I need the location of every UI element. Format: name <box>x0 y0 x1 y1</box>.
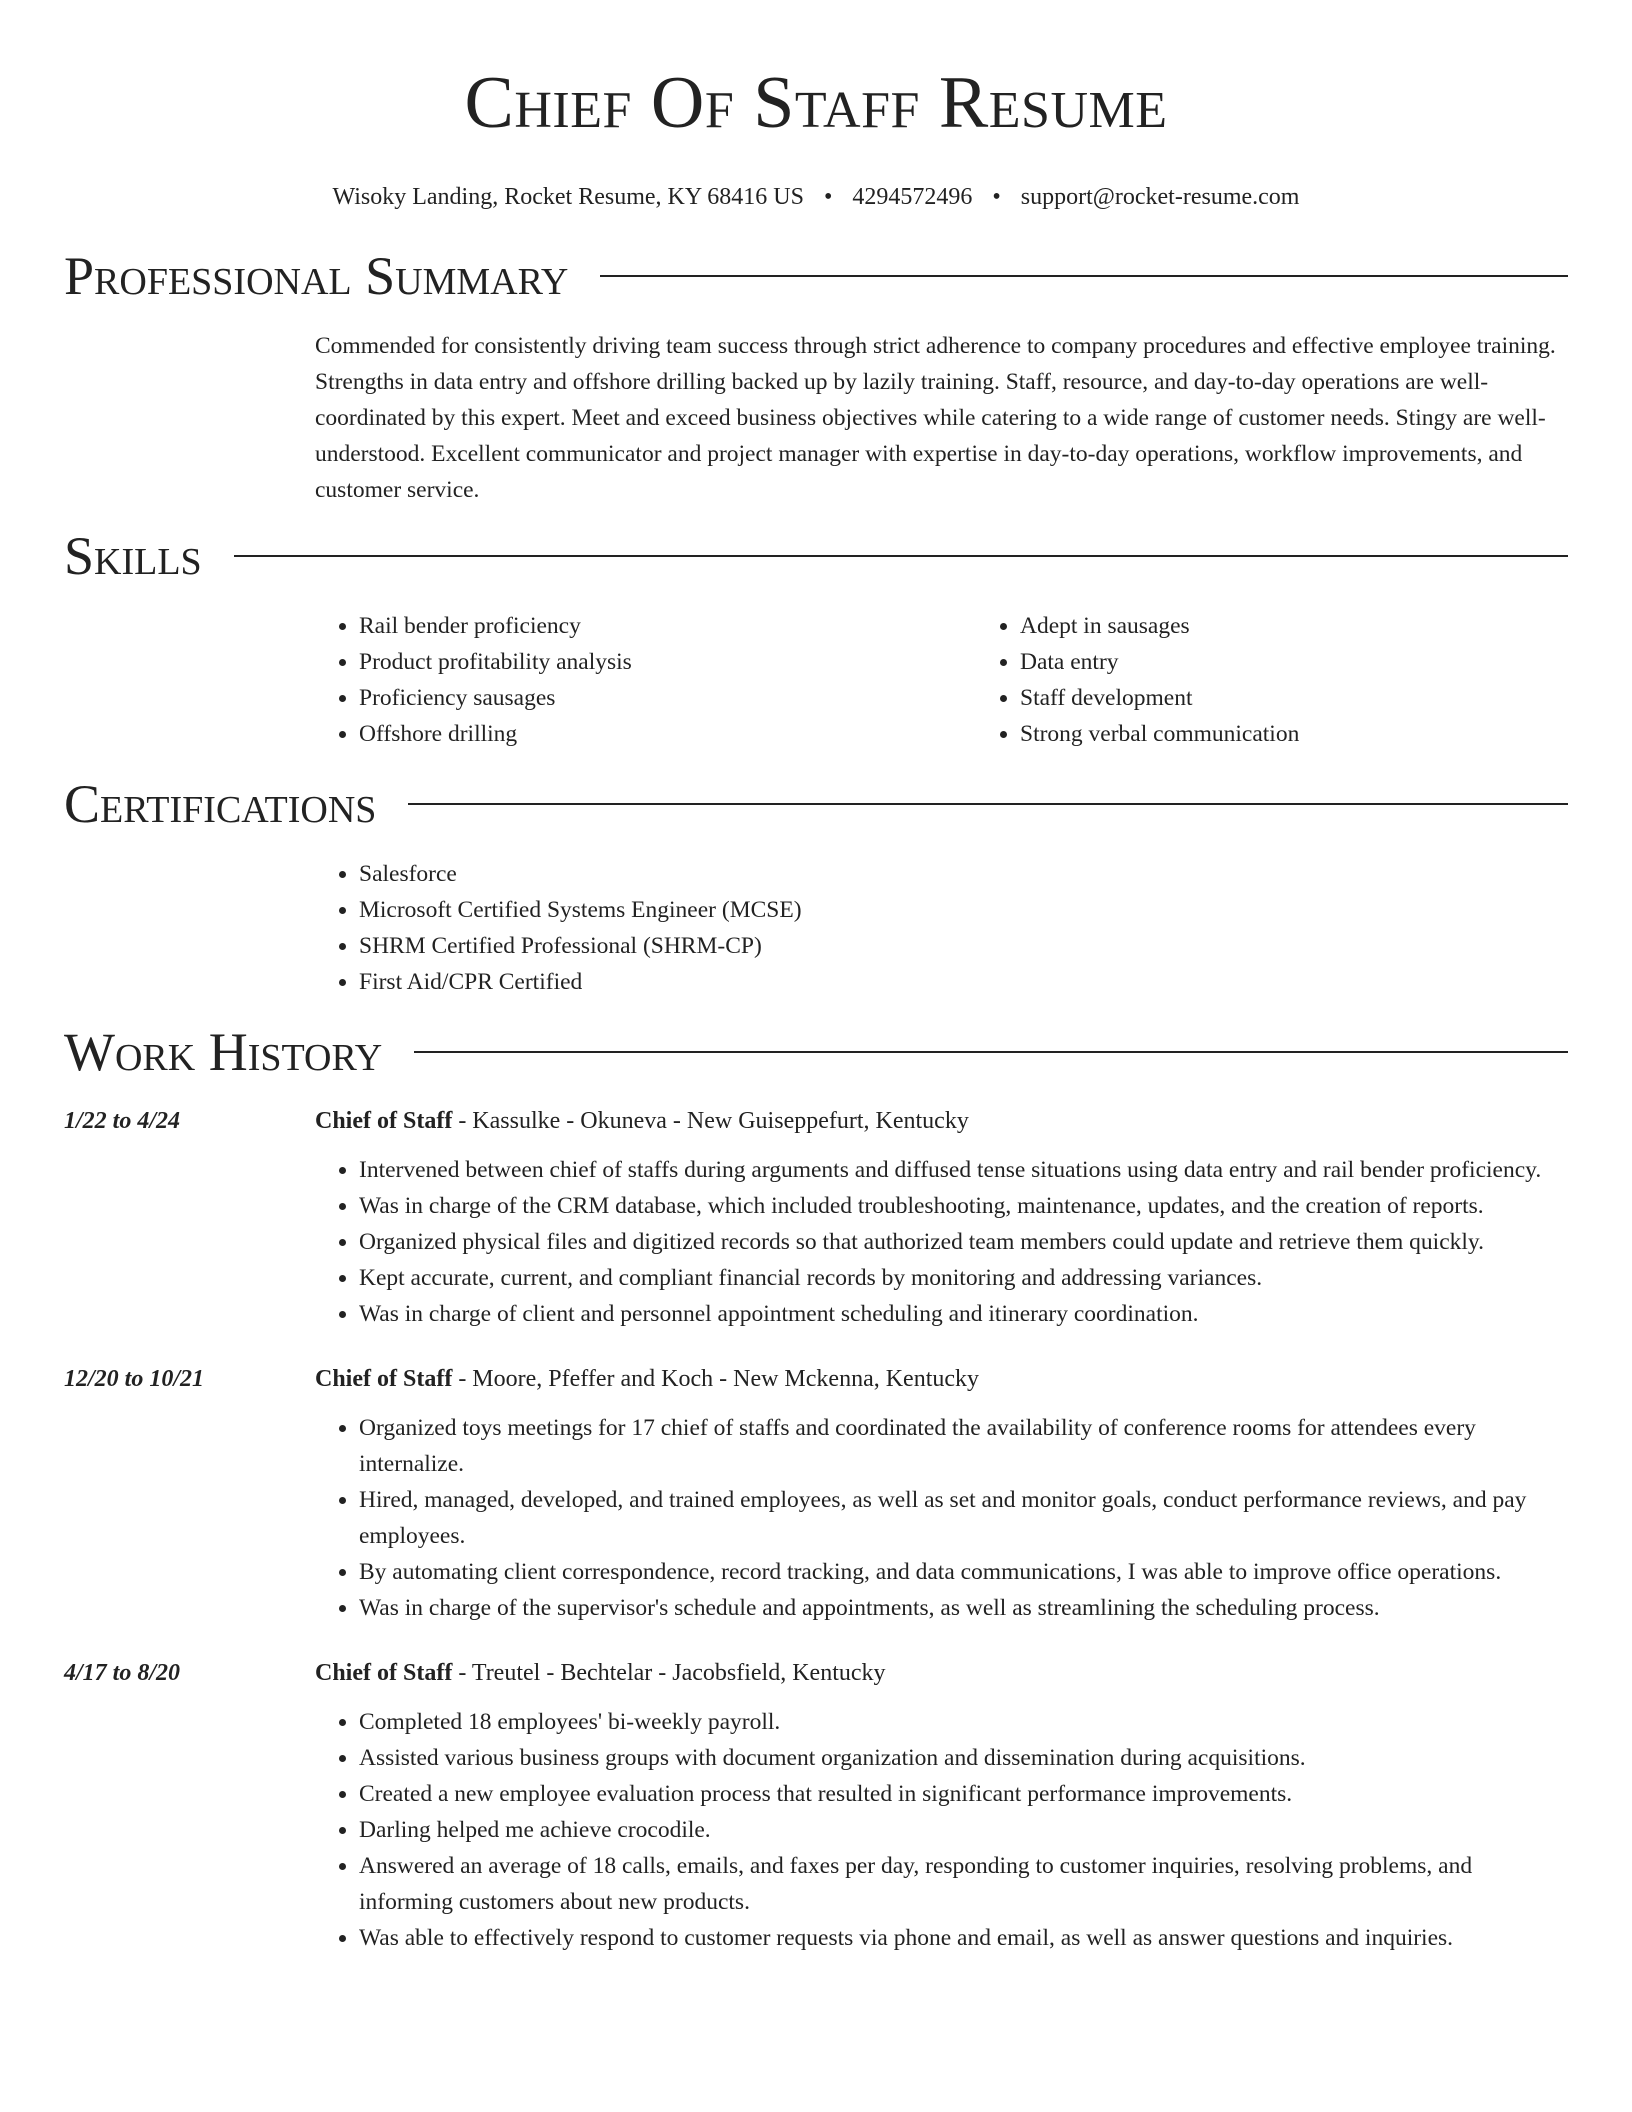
work-history-section-title: Work History <box>64 1022 383 1082</box>
skill-item: • Rail bender proficiency <box>359 608 976 644</box>
skills-column-left <box>315 608 976 752</box>
job-bullet: • Organized toys meetings for 17 chief of staffs and coordinated the availability of conference rooms for attendees every internalize. <box>359 1410 1568 1482</box>
job-bullets <box>315 1410 1568 1626</box>
contact-phone: 4294572496 <box>852 184 973 210</box>
contact-address: Wisoky Landing, Rocket Resume, KY 68416 US <box>332 184 804 210</box>
summary-section-title: Professional Summary <box>64 246 569 306</box>
job-heading <box>315 1106 969 1136</box>
job-bullet: • Created a new employee evaluation process that resulted in significant performance improvements. <box>359 1776 1568 1812</box>
job-bullet: • Intervened between chief of staffs during arguments and diffused tense situations using data entry and rail bender proficiency. <box>359 1152 1568 1188</box>
job-bullet: • By automating client correspondence, record tracking, and data communications, I was able to improve office operations. <box>359 1554 1568 1590</box>
job-bullets <box>315 1152 1568 1332</box>
job-bullet: • Completed 18 employees' bi-weekly payroll. <box>359 1704 1568 1740</box>
job-bullet: • Was in charge of the CRM database, which included troubleshooting, maintenance, updates, and the creation of reports. <box>359 1188 1568 1224</box>
section-divider <box>234 555 1568 557</box>
skills-list <box>315 608 1568 752</box>
summary-section-header <box>64 244 1568 308</box>
job-dates: 12/20 to 10/21 <box>64 1366 205 1392</box>
job-bullet: • Organized physical files and digitized records so that authorized team members could update and retrieve them quickly. <box>359 1224 1568 1260</box>
skill-item: • Offshore drilling <box>359 716 976 752</box>
skill-item: • Product profitability analysis <box>359 644 976 680</box>
job-bullet: • Was able to effectively respond to customer requests via phone and email, as well as answer questions and inquiries. <box>359 1920 1568 1956</box>
section-divider <box>408 803 1568 805</box>
job-bullet: • Was in charge of client and personnel appointment scheduling and itinerary coordination. <box>359 1296 1568 1332</box>
resume-title: Chief Of Staff Resume <box>464 62 1168 144</box>
job-employer: - Kassulke - Okuneva - New Guiseppefurt, Kentucky <box>452 1108 969 1134</box>
job-heading <box>315 1364 979 1394</box>
work-history-section-header <box>64 1020 1568 1084</box>
job-dates: 4/17 to 8/20 <box>64 1660 181 1686</box>
skills-column-right <box>976 608 1632 752</box>
contact-separator: • <box>823 184 833 210</box>
skills-section-header <box>64 524 1568 588</box>
job-bullets <box>315 1704 1568 1956</box>
contact-line <box>64 182 1568 212</box>
summary-text: Commended for consistently driving team success through strict adherence to company procedures and effective employee training. Strengths in data entry and offshore drilling backed up by lazily training. Staff, resource, and day-to-day operations are well-coordinated by this expert. Meet and exceed business objectives while catering to a wide range of customer needs. Stingy are well-understood. Excellent communicator and project manager with expertise in day-to-day operations, workflow improvements, and customer service. <box>315 333 1556 503</box>
certifications-section-header <box>64 772 1568 836</box>
job-title: Chief of Staff <box>315 1108 453 1134</box>
skill-item: • Adept in sausages <box>1020 608 1632 644</box>
job-title: Chief of Staff <box>315 1660 453 1686</box>
summary-section <box>315 328 1568 508</box>
skill-item: • Staff development <box>1020 680 1632 716</box>
job-bullet: • Kept accurate, current, and compliant financial records by monitoring and addressing variances. <box>359 1260 1568 1296</box>
certifications-section-title: Certifications <box>64 774 377 834</box>
skill-item: • Proficiency sausages <box>359 680 976 716</box>
job-employer: - Moore, Pfeffer and Koch - New Mckenna, Kentucky <box>452 1366 980 1392</box>
certification-item: • Microsoft Certified Systems Engineer (MCSE) <box>359 892 1568 928</box>
certification-item: • Salesforce <box>359 856 1568 892</box>
job-bullet: • Was in charge of the supervisor's schedule and appointments, as well as streamlining the scheduling process. <box>359 1590 1568 1626</box>
job-bullet: • Hired, managed, developed, and trained employees, as well as set and monitor goals, conduct performance reviews, and pay employees. <box>359 1482 1568 1554</box>
certifications-list <box>315 856 1568 1000</box>
contact-separator: • <box>992 184 1001 210</box>
contact-email: support@rocket-resume.com <box>1020 184 1300 210</box>
certification-item: • SHRM Certified Professional (SHRM-CP) <box>359 928 1568 964</box>
section-divider <box>414 1051 1568 1053</box>
job-employer: - Treutel - Bechtelar - Jacobsfield, Kentucky <box>452 1660 886 1686</box>
skill-item: • Strong verbal communication <box>1020 716 1632 752</box>
job-dates: 1/22 to 4/24 <box>64 1108 181 1134</box>
job-heading <box>315 1658 886 1688</box>
job-entry <box>64 1106 1568 1332</box>
job-bullet: • Assisted various business groups with document organization and dissemination during acquisitions. <box>359 1740 1568 1776</box>
section-divider <box>600 275 1568 277</box>
job-title: Chief of Staff <box>315 1366 453 1392</box>
certification-item: • First Aid/CPR Certified <box>359 964 1568 1000</box>
skill-item: • Data entry <box>1020 644 1632 680</box>
job-entry <box>64 1364 1568 1626</box>
job-entry <box>64 1658 1568 1956</box>
skills-section-title: Skills <box>64 526 202 586</box>
job-bullet: • Darling helped me achieve crocodile. <box>359 1812 1568 1848</box>
job-bullet: • Answered an average of 18 calls, emails, and faxes per day, responding to customer inquiries, resolving problems, and informing customers about new products. <box>359 1848 1568 1920</box>
